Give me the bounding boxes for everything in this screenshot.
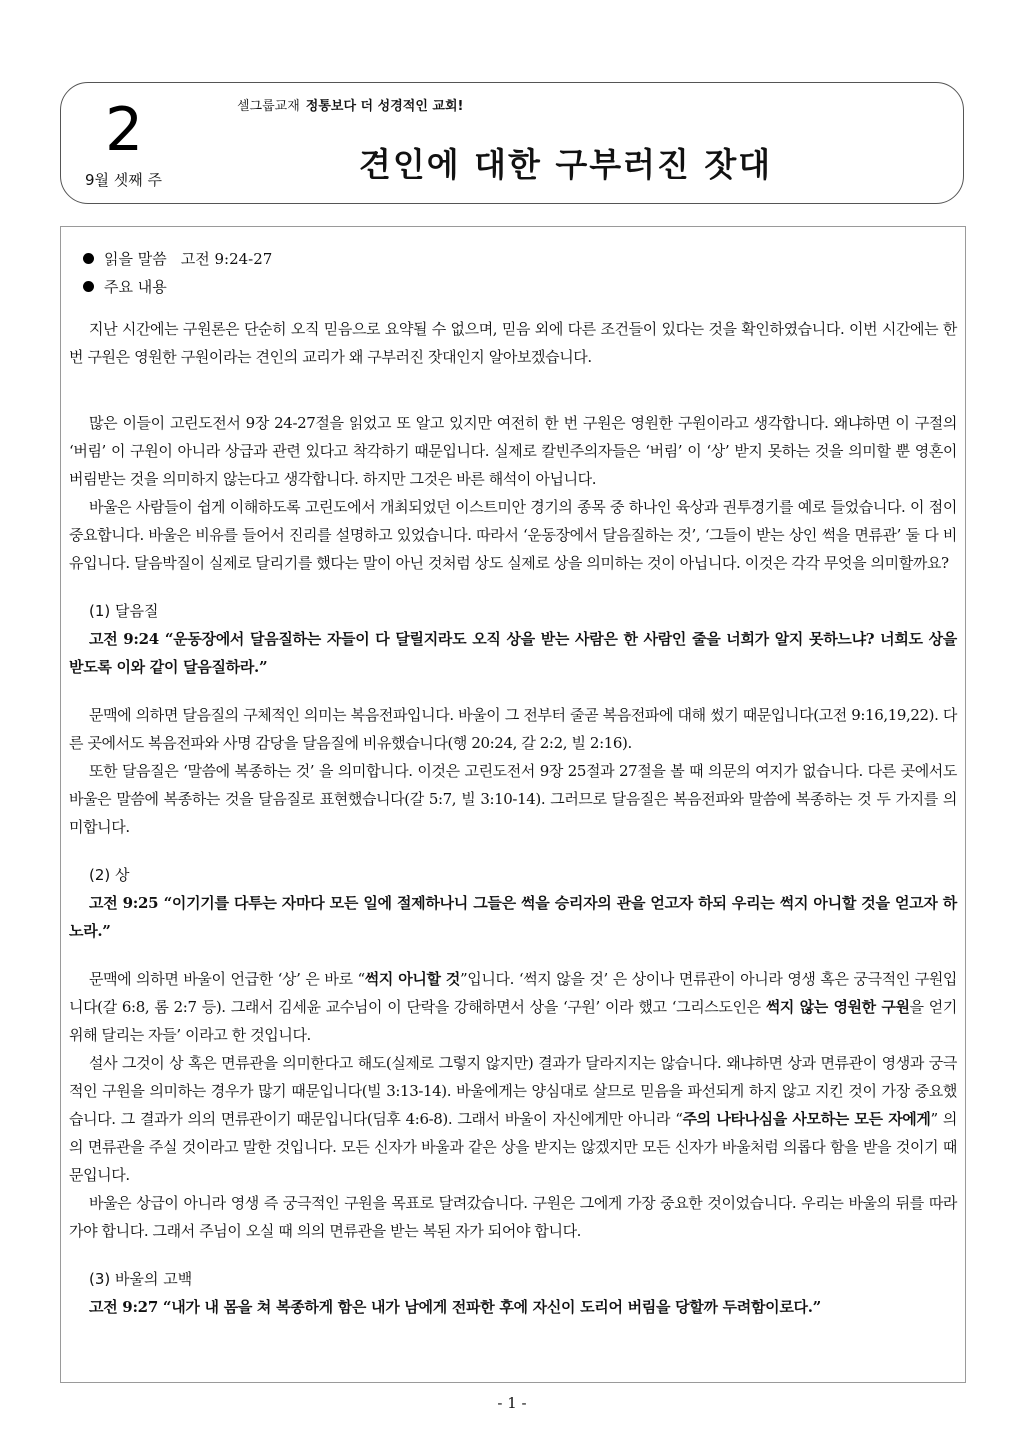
verse-ref: 고전 9:27 [89, 1298, 158, 1316]
verse-ref: 고전 9:24 [89, 630, 159, 648]
verse-text: “이기기를 다투는 자마다 모든 일에 절제하나니 그들은 썩을 승리자의 관을 얻고자 하되 우리는 썩지 아니할 것을 얻고자 하노라.” [69, 894, 957, 940]
text-run: 을 얻기 위해 달리는 자들’ 이라고 한 것입니다. [69, 998, 957, 1044]
verse-text: “운동장에서 달음질하는 자들이 다 달릴지라도 오직 상을 받는 사람은 한 사람인 줄을 너희가 알지 못하느냐? 너희도 상을 받도록 이와 같이 달음질하라.” [69, 630, 957, 676]
section-paragraph: 문맥에 의하면 달음질의 구체적인 의미는 복음전파입니다. 바울이 그 전부터 줄곧 복음전파에 대해 썼기 때문입니다(고전 9:16,19,22). 다른 곳에서도 복음전파와 사명 감당을 달음질에 비유했습니다(행 20:24, 갈 2:2, 빌 2:16). [69, 706, 957, 752]
verse-quote [69, 889, 957, 945]
lesson-title: 견인에 대한 구부러진 잣대 [359, 145, 773, 184]
reading-line [69, 245, 957, 273]
section-paragraph: 바울은 상급이 아니라 영생 즉 궁극적인 구원을 목표로 달려갔습니다. 구원은 그에게 가장 중요한 것이었습니다. 우리는 바울의 뒤를 따라가야 합니다. 그래서 주님이 오실 때 의의 면류관을 받는 복된 자가 되어야 합니다. [69, 1194, 957, 1240]
content-inner [69, 245, 957, 1321]
series-title: 정통보다 더 성경적인 교회! [305, 99, 464, 114]
week-label: 9월 셋째 주 [85, 171, 163, 189]
verse-text: “내가 내 몸을 쳐 복종하게 함은 내가 남에게 전파한 후에 자신이 도리어 버림을 당할까 두려함이로다.” [162, 1298, 821, 1316]
verse-ref: 고전 9:25 [89, 894, 159, 912]
emphasis-text: 주의 나타나심을 사모하는 모든 자에게 [682, 1110, 931, 1128]
reading-label: 읽을 말씀 [104, 250, 167, 268]
verse-quote [69, 625, 957, 681]
section-paragraph [69, 1049, 957, 1189]
body-paragraph: 많은 이들이 고린도전서 9장 24-27절을 읽었고 또 알고 있지만 여전히 한 번 구원은 영원한 구원이라고 생각합니다. 왜냐하면 이 구절의 ‘버림’ 이 구원이 아니라 상급과 관련 있다고 착각하기 때문입니다. 실제로 칼빈주의자들은 ‘버림’ 이 ‘상’ 받지 못하는 것을 의미할 뿐 영혼이 버림받는 것을 의미하지 않는다고 생각합니다. 하지만 그것은 바른 해석이 아닙니다. [69, 414, 957, 488]
series-label: 셀그룹교재 [237, 99, 300, 114]
content-box [60, 226, 966, 1383]
text-run: ” 의의 면류관을 주실 것이라고 말한 것입니다. 모든 신자가 바울과 같은 상을 받지는 않겠지만 모든 신자가 바울처럼 의롭다 함을 받을 것이기 때문입니다. [69, 1110, 958, 1184]
series-line [237, 95, 463, 114]
section-heading: (3) 바울의 고백 [89, 1270, 193, 1288]
section-paragraph [69, 965, 957, 1049]
section-paragraph: 또한 달음질은 ‘말씀에 복종하는 것’ 을 의미합니다. 이것은 고린도전서 9장 25절과 27절을 볼 때 의문의 여지가 없습니다. 다른 곳에서도 바울은 말씀에 복종하는 것을 달음질로 표현했습니다(갈 5:7, 빌 3:10-14). 그러므로 달음질은 복음전파와 말씀에 복종하는 것 두 가지를 의미합니다. [69, 762, 957, 836]
emphasis-text: 썩지 아니할 것 [364, 970, 461, 988]
page-number: - 1 - [497, 1394, 527, 1412]
body-paragraph: 바울은 사람들이 쉽게 이해하도록 고린도에서 개최되었던 이스트미안 경기의 종목 중 하나인 육상과 권투경기를 예로 들었습니다. 이 점이 중요합니다. 바울은 비유를 들어서 진리를 설명하고 있었습니다. 따라서 ‘운동장에서 달음질하는 것’, ‘그들이 받는 상인 썩을 면류관’ 둘 다 비유입니다. 달음박질이 실제로 달리기를 했다는 말이 아닌 것처럼 상도 실제로 상을 의미하는 것이 아닙니다. 이것은 각각 무엇을 의미할까요? [69, 498, 957, 572]
lesson-number: 2 [105, 95, 144, 165]
text-run: ”입니다. ‘썩지 않을 것’ 은 상이나 면류관이 아니라 영생 혹은 궁극적인 구원입니다(갈 6:8, 롬 2:7 등). 그래서 김세윤 교수님이 이 단락을 강해하면서 상을 ‘구원’ 이라 했고 ‘그리스도인은 [69, 970, 958, 1016]
content-line [69, 273, 957, 301]
verse-quote [69, 1293, 957, 1321]
section-heading: (2) 상 [89, 866, 130, 884]
section-heading: (1) 달음질 [89, 602, 159, 620]
content-label: 주요 내용 [104, 278, 167, 296]
text-run: 설사 그것이 상 혹은 면류관을 의미한다고 해도(실제로 그렇지 않지만) 결과가 달라지지는 않습니다. 왜냐하면 상과 면류관이 영생과 궁극적인 구원을 의미하는 경우가 많기 때문입니다(빌 3:13-14). 바울에게는 양심대로 살므로 믿음을 파선되게 하지 않고 지킨 것이 가장 중요했습니다. 그 결과가 의의 면류관이기 때문입니다(딤후 4:6-8). 그래서 바울이 자신에게만 아니라 “ [69, 1054, 957, 1128]
reading-ref: 고전 9:24-27 [180, 250, 273, 268]
emphasis-text: 썩지 않는 영원한 구원 [765, 998, 910, 1016]
intro-paragraph: 지난 시간에는 구원론은 단순히 오직 믿음으로 요약될 수 없으며, 믿음 외에 다른 조건들이 있다는 것을 확인하였습니다. 이번 시간에는 한 번 구원은 영원한 구원이라는 견인의 교리가 왜 구부러진 잣대인지 알아보겠습니다. [69, 320, 957, 366]
text-run: 문맥에 의하면 바울이 언급한 ‘상’ 은 바로 “ [89, 970, 365, 988]
bullet-icon [83, 281, 94, 292]
bullet-icon [83, 253, 94, 264]
lesson-header [60, 82, 964, 204]
